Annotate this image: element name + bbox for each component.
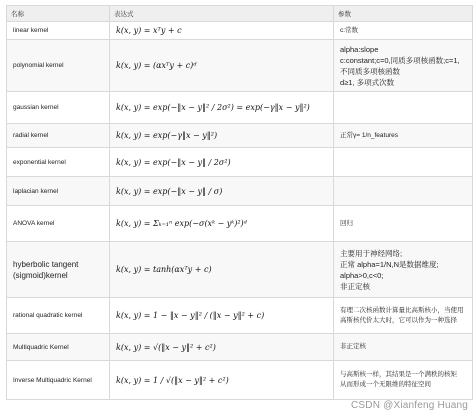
- kernel-params: [334, 22, 473, 40]
- kernel-params: [334, 124, 473, 148]
- kernel-formula: k(x, y) = 1 / √(‖x − y‖² + c²): [110, 361, 334, 400]
- param-line: d≥1, 多项式次数: [340, 77, 395, 87]
- header-formula: 表达式: [110, 6, 334, 22]
- kernel-name: linear kernel: [7, 22, 110, 40]
- param-line: 有理二次核函数计算量比高斯核小，当使用: [340, 306, 464, 314]
- kernel-params: [334, 298, 473, 334]
- param-line: 正常γ= 1/n_features: [340, 131, 398, 139]
- table-row: [7, 361, 473, 400]
- kernel-name: Multiquadric Kernel: [7, 334, 110, 361]
- param-line: 非正定核: [340, 343, 366, 350]
- param-line: 主要用于神经网络;: [340, 248, 403, 258]
- kernel-formula: k(x, y) = exp(−γ‖x − y‖²): [110, 124, 334, 148]
- kernel-formula: k(x, y) = exp(−‖x − y‖² / 2σ²) = exp(−γ‖x − y‖²): [110, 92, 334, 124]
- kernel-formula: k(x, y) = xᵀy + c: [110, 22, 334, 40]
- table-row: [7, 177, 473, 206]
- kernel-params: [334, 242, 473, 298]
- param-line: 正常 alpha=1/N,N是数据维度;: [340, 259, 439, 269]
- kernel-name: ANOVA kernel: [7, 206, 110, 242]
- param-line: c:constant;c=0,同质多项核函数;c=1,: [340, 55, 460, 65]
- kernel-params: [334, 92, 473, 124]
- csdn-watermark: CSDN @Xianfeng Huang: [351, 400, 468, 411]
- kernel-function-table: [6, 5, 473, 400]
- kernel-params: [334, 206, 473, 242]
- param-line: 非正定核: [340, 281, 370, 291]
- kernel-name: rational quadratic kernel: [7, 298, 110, 334]
- kernel-formula: k(x, y) = exp(−‖x − y‖ / σ): [110, 177, 334, 206]
- param-line: 从而形成一个无限维的特征空间: [340, 381, 431, 388]
- kernel-name: polynomial kernel: [7, 40, 110, 92]
- kernel-params: [334, 177, 473, 206]
- table-header-row: [7, 6, 473, 22]
- table-row: [7, 40, 473, 92]
- param-line: 不同质多项核函数: [340, 66, 400, 76]
- table-row: [7, 148, 473, 177]
- header-name: 名称: [7, 6, 110, 22]
- kernel-name: radial kernel: [7, 124, 110, 148]
- table-row: [7, 22, 473, 40]
- kernel-name: gaussian kernel: [7, 92, 110, 124]
- kernel-formula: k(x, y) = exp(−‖x − y‖ / 2σ²): [110, 148, 334, 177]
- kernel-name: exponential kernel: [7, 148, 110, 177]
- param-line: 与高斯核一样，其结果是一个满秩的核矩: [340, 371, 457, 378]
- param-line: c:常数: [340, 26, 359, 34]
- kernel-formula: k(x, y) = √(‖x − y‖² + c²): [110, 334, 334, 361]
- param-line: alpha:slope: [340, 44, 379, 54]
- param-line: alpha>0,c<0;: [340, 270, 384, 280]
- param-line: 回归: [340, 219, 353, 227]
- header-params: 参数: [334, 6, 473, 22]
- kernel-params: [334, 334, 473, 361]
- table-row: [7, 242, 473, 298]
- kernel-params: [334, 148, 473, 177]
- table-row: [7, 206, 473, 242]
- table-row: [7, 92, 473, 124]
- kernel-formula: k(x, y) = Σₖ₌₁ⁿ exp(−σ(xᵏ − yᵏ)²)ᵈ: [110, 206, 334, 242]
- table-row: [7, 334, 473, 361]
- kernel-formula: k(x, y) = (αxᵀy + c)ᵈ: [110, 40, 334, 92]
- kernel-name: Inverse Multiquadric Kernel: [7, 361, 110, 400]
- kernel-name: laplacian kernel: [7, 177, 110, 206]
- kernel-formula: k(x, y) = 1 − ‖x − y‖² / (‖x − y‖² + c): [110, 298, 334, 334]
- kernel-params: [334, 40, 473, 92]
- table-row: [7, 124, 473, 148]
- kernel-name: hyberbolic tangent (sigmoid)kernel: [7, 242, 110, 298]
- table-row: [7, 298, 473, 334]
- kernel-formula: k(x, y) = tanh(αxᵀy + c): [110, 242, 334, 298]
- kernel-params: [334, 361, 473, 400]
- param-line: 高斯核代价太大时，它可以作为一种选择: [340, 316, 457, 324]
